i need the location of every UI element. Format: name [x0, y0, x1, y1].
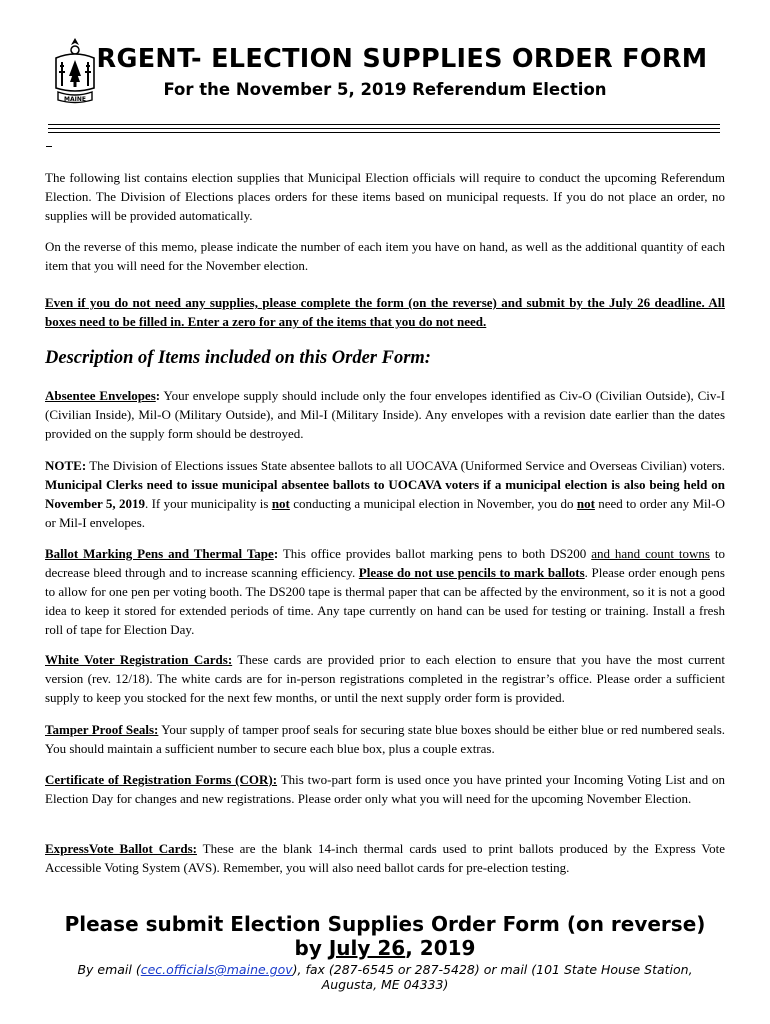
no-pencils-warning: Please do not use pencils to mark ballots	[358, 565, 585, 580]
submit-instructions	[0, 912, 770, 960]
submit-line-2: by July 26, 2019	[294, 936, 476, 960]
reverse-instructions: On the reverse of this memo, please indicate the number of each item you have on hand, as well as the additional quantity of each item that you will need for the November election.	[45, 239, 725, 273]
svg-text:MAINE: MAINE	[64, 96, 86, 103]
submit-deadline: July 26	[328, 936, 406, 960]
uocava-note: NOTE: The Division of Elections issues State absentee ballots to all UOCAVA (Uniformed Service and Overseas Civilian) voters. Municipal Clerks need to issue municipal absentee ballots to UOCAVA voters if a municipal election is also being held on November 5, 2019. If your municipality is not conducting a municipal election in November, you do not need to order any Mil-O or Mil-I envelopes.	[45, 458, 725, 530]
cor-forms-item: Certificate of Registration Forms (COR): This two-part form is used once you have printed your Incoming Voting List and on Election Day for changes and new registrations. Please order only what you will need for the upcoming November Election.	[45, 772, 726, 806]
note-label: NOTE:	[45, 458, 87, 473]
absentee-label: Absentee Envelopes	[45, 388, 156, 403]
absentee-envelopes-item: Absentee Envelopes: Your envelope supply should include only the four envelopes identified as Civ-O (Civilian Outside), Civ-I (Civilian Inside), Mil-O (Military Outside), and Mil-I (Military Inside). Any envelopes with a revision date earlier than the dates provided on the supply form should be destroyed.	[45, 388, 726, 441]
seals-label: Tamper Proof Seals:	[45, 722, 159, 737]
expressvote-label: ExpressVote Ballot Cards:	[45, 841, 197, 856]
header-dash-mark	[46, 146, 52, 147]
registration-cards-item: White Voter Registration Cards: These cards are provided prior to each election to ensure that you have the most current version (rev. 12/18). The white cards are for in-person registrations completed in the registrar’s office. Please order a sufficient supply to keep you stocked for the next few months, or until the next supply order form is provided.	[45, 652, 725, 705]
cards-label: White Voter Registration Cards:	[45, 652, 233, 667]
email-link[interactable]: cec.officials@maine.gov	[140, 962, 293, 977]
header-rule-mid	[48, 128, 720, 129]
items-heading: Description of Items included on this Order Form:	[45, 348, 431, 368]
header-rule-top	[48, 124, 720, 125]
form-title: RGENT- ELECTION SUPPLIES ORDER FORM	[96, 44, 708, 74]
pens-label: Ballot Marking Pens and Thermal Tape	[45, 546, 274, 561]
cor-label: Certificate of Registration Forms (COR):	[45, 772, 278, 787]
absentee-text: Your envelope supply should include only the four envelopes identified as Civ-O (Civilian Outside), Civ-I (Civilian Inside), Mil-O (Military Outside), and Mil-I (Military Inside). Any envelopes with a revision date earlier than the dates provided on the supply form should be destroyed.	[45, 388, 726, 441]
deadline-notice: Even if you do not need any supplies, please complete the form (on the reverse) and submit by the July 26 deadline. All boxes need to be filled in. Enter a zero for any of the items that you do not need.	[45, 295, 725, 329]
tamper-seals-item: Tamper Proof Seals: Your supply of tamper proof seals for securing state blue boxes should be either blue or red numbered seals. You should maintain a sufficient number to secure each blue box, plus a couple extras.	[45, 722, 726, 756]
intro-paragraph: The following list contains election supplies that Municipal Election officials will require to conduct the upcoming Referendum Election. The Division of Elections places orders for these items based on municipal requests. If you do not place an order, no supplies will be provided automatically.	[45, 170, 725, 223]
header-rule-bottom	[48, 132, 720, 133]
form-subtitle: For the November 5, 2019 Referendum Election	[163, 80, 607, 99]
note-bold: Municipal Clerks need to issue municipal absentee ballots to UOCAVA voters if a municipal election is also being held on November 5, 2019	[45, 477, 725, 511]
contact-info: By email (cec.officials@maine.gov), fax (287-6545 or 287-5428) or mail (101 State House Station, Augusta, ME 04333)	[77, 962, 693, 992]
ballot-pens-item: Ballot Marking Pens and Thermal Tape: This office provides ballot marking pens to both DS200 and hand count towns to decrease bleed through and to increase scanning efficiency. Please do not use pencils to mark ballots. Please order enough pens to allow for one pen per voting booth. The DS200 tape is thermal paper that can be affected by the environment, so it is not a good idea to keep it stored for extended periods of time. Any tape currently on hand can be used for testing or training. Install a fresh roll of tape for Election Day.	[45, 546, 726, 637]
expressvote-item: ExpressVote Ballot Cards: These are the blank 14-inch thermal cards used to print ballots produced by the Express Vote Accessible Voting System (AVS). Remember, you will also need ballot cards for pre-election testing.	[45, 841, 725, 875]
submit-line-1: Please submit Election Supplies Order Form (on reverse)	[64, 912, 706, 936]
